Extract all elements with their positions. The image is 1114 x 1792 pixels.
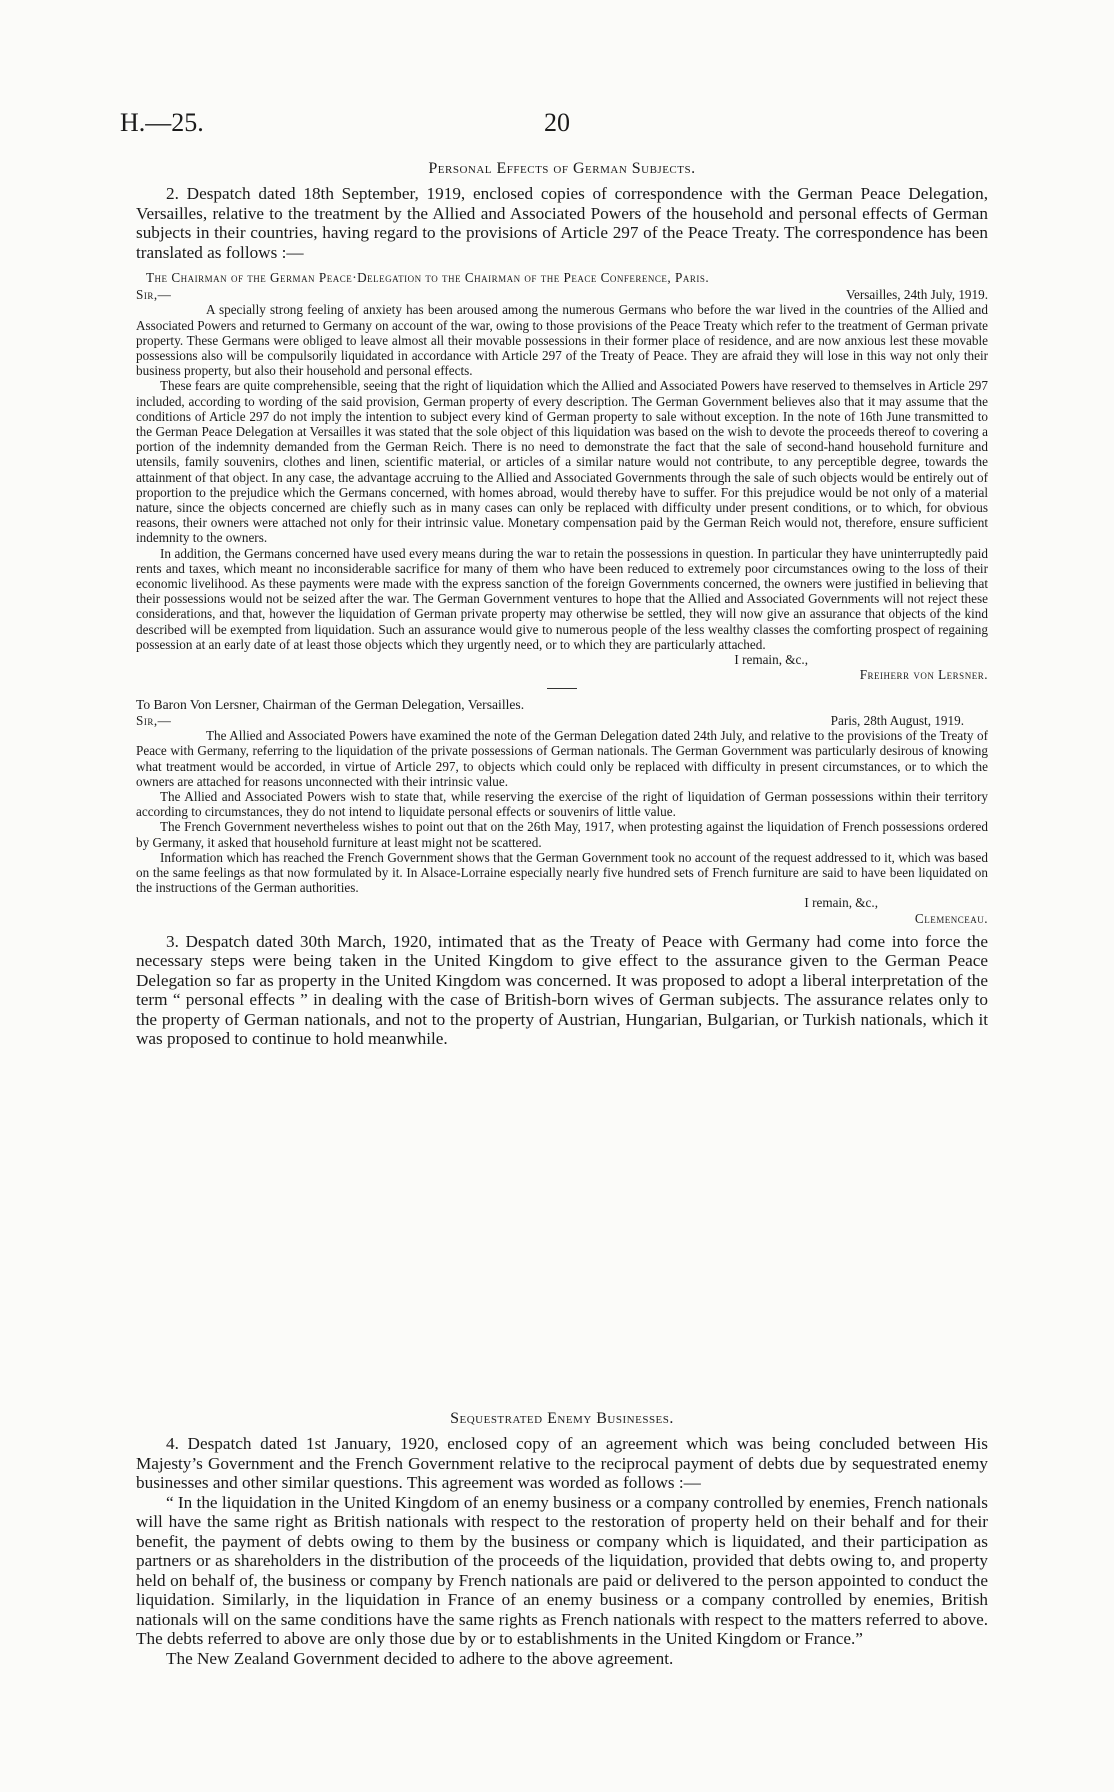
letter-place-date: Paris, 28th August, 1919. [830, 712, 964, 728]
paragraph-3: 3. Despatch dated 30th March, 1920, intimated that as the Treaty of Peace with Germany had come into force the necessary steps were being taken in the United Kingdom to give effect to the assurance given to the German Peace Delegation so far as property in the United Kingdom was concerned. It was proposed to adopt a liberal interpretation of the term “ personal effects ” in dealing with the case of British-born wives of German subjects. The assurance relates only to the property of German nationals, and not to the property of Austrian, Hungarian, Bulgarian, or Turkish nationals, which it was proposed to continue to hold meanwhile. [136, 931, 988, 1049]
letter-paragraph: These fears are quite comprehensible, seeing that the right of liquidation which the Allied and Associated Powers have reserved to themselves in Article 297 included, according to wording of the said provision, German property of every description. The German Government believes also that it may assume that the conditions of Article 297 do not imply the intention to subject every kind of German property to sale without exception. In the note of 16th June transmitted to the German Peace Delegation at Versailles it was stated that the sole object of this liquidation was based on the wish to devote the proceeds thereof to covering a portion of the indemnity demanded from the German Reich. There is no need to demonstrate the fact that the sale of second-hand household furniture and utensils, family souvenirs, clothes and linen, scientific material, or articles of a similar nature would not contribute, to any perceptible degree, towards the attainment of that object. In any case, the advantage accruing to the Allied and Associated Governments through the sale of such objects would be entirely out of proportion to the prejudice which the Germans concerned, with homes abroad, would thereby have to suffer. For this prejudice would be not only of a material nature, since the objects concerned are chiefly such as in many cases can only be replaced with difficulty under present conditions, or to which, for obvious reasons, their owners were attached not only for their intrinsic value. Monetary compensation paid by the German Reich would not, therefore, ensure sufficient indemnity to the owners. [136, 378, 988, 546]
letter-signature: Clemenceau. [914, 910, 988, 926]
page-header [120, 108, 1000, 142]
letter-paragraph: The Allied and Associated Powers wish to state that, while reserving the exercise of the right of liquidation of German possessions within their territory according to circumstances, they do not intend to liquidate personal effects or souvenirs of little value. [136, 789, 988, 820]
divider-rule [547, 688, 577, 689]
letter-signature: Freiherr von Lersner. [859, 667, 988, 683]
page-number: 20 [544, 108, 570, 137]
paragraph-4: 4. Despatch dated 1st January, 1920, enclosed copy of an agreement which was being concluded between His Majesty’s Government and the French Government relative to the reciprocal payment of debts due by sequestrated enemy businesses and other similar questions. This agreement was worded as follows :— [136, 1434, 988, 1492]
letter-paragraph: In addition, the Germans concerned have used every means during the war to retain the possessions in question. In particular they have uninterruptedly paid rents and taxes, which meant no inconsiderable sacrifice for many of them who have been reduced to extremely poor circumstances owing to the loss of their economic livelihood. As these payments were made with the express sanction of the foreign Governments concerned, the owners were justified in believing that their possessions would not be seized after the war. The German Government ventures to hope that the Allied and Associated Governments will not reject these considerations, and that, however the liquidation of German private property may otherwise be settled, they will now give an assurance that objects of the kind described will be exempted from liquidation. Such an assurance would give to numerous people of the less wealthy classes the comforting prospect of regaining possession at an early date of at least those objects which they urgently need, or to which they are particularly attached. [136, 545, 988, 652]
letter-salutation-row [136, 713, 988, 728]
section-sequestrated-businesses [136, 1410, 988, 1668]
agreement-quote: “ In the liquidation in the United Kingdom of an enemy business or a company controlled by enemies, French nationals will have the same right as British nationals with respect to the restoration of property held on their behalf and for their benefit, the payment of debts owing to them by the business or company which is liquidated, and their participation as partners or as shareholders in the distribution of the proceeds of the liquidation, provided that debts owing to, and property held on behalf of, the business or company by French nationals are paid or delivered to the person appointed to conduct the liquidation. Similarly, in the liquidation in France of an enemy business or a company controlled by enemies, British nationals will on the same conditions have the same rights as French nationals with respect to the matters referred to above. The debts referred to above are only those due by or to establishments in the United Kingdom or France.” [136, 1492, 988, 1648]
letter-paragraph: Information which has reached the French Government shows that the German Government took no account of the request addressed to it, which was based on the same feelings as that now formulated by it. In Alsace-Lorraine especially nearly five hundred sets of French furniture are said to have been liquidated on the instructions of the German authorities. [136, 849, 988, 896]
closing-line: The New Zealand Government decided to adhere to the above agreement. [166, 1648, 674, 1668]
section-heading: Personal Effects of German Subjects. [428, 160, 696, 177]
letter-salutation-row [136, 287, 988, 302]
letter-closing: I remain, &c., [734, 652, 808, 668]
letter-address: The Chairman of the German Peace·Delegation to the Chairman of the Peace Conference, Paris. [146, 270, 710, 285]
letter-salutation: Sir,— [136, 712, 172, 728]
section-personal-effects [136, 160, 988, 1049]
letter-clemenceau [136, 697, 988, 925]
letter-paragraph: A specially strong feeling of anxiety has been aroused among the numerous Germans who before the war lived in the countries of the Allied and Associated Powers and returned to Germany on account of the war, owing to those provisions of the Peace Treaty which refer to the treatment of German private property. These Germans were obliged to leave almost all their movable possessions in their former place of residence, and are now anxious lest these movable possessions also will be compulsorily liquidated in accordance with Article 297 of the Treaty of Peace. They are afraid they will lose in this way not only their business property, but also their household and personal effects. [136, 302, 988, 379]
letter-salutation: Sir,— [136, 287, 172, 303]
letter-paragraph: The Allied and Associated Powers have examined the note of the German Delegation dated 24th July, and relative to the provisions of the Treaty of Peace with Germany, referring to the liquidation of the private possessions of German nationals. The German Government was particularly desirous of knowing what treatment would be accorded, in virtue of Article 297, to objects which could only be replaced with difficulty in present circumstances, or to which the owners are attached for reasons unconnected with their intrinsic value. [136, 728, 988, 789]
letter-closing: I remain, &c., [804, 895, 878, 911]
report-reference: H.—25. [120, 108, 204, 137]
letter-address: To Baron Von Lersner, Chairman of the German Delegation, Versailles. [136, 697, 525, 713]
section-heading: Sequestrated Enemy Businesses. [450, 1410, 674, 1427]
letter-place-date: Versailles, 24th July, 1919. [846, 287, 988, 303]
paragraph-2: 2. Despatch dated 18th September, 1919, enclosed copies of correspondence with the German Peace Delegation, Versailles, relative to the treatment by the Allied and Associated Powers of the household and personal effects of German subjects in their countries, having regard to the provisions of Article 297 of the Peace Treaty. The correspondence has been translated as follows :— [136, 184, 988, 262]
letter-paragraph: The French Government nevertheless wishes to point out that on the 26th May, 1917, when protesting against the liquidation of French possessions ordered by Germany, it asked that household furniture at least might not be scattered. [136, 819, 988, 850]
letter-german-delegation [136, 270, 988, 682]
